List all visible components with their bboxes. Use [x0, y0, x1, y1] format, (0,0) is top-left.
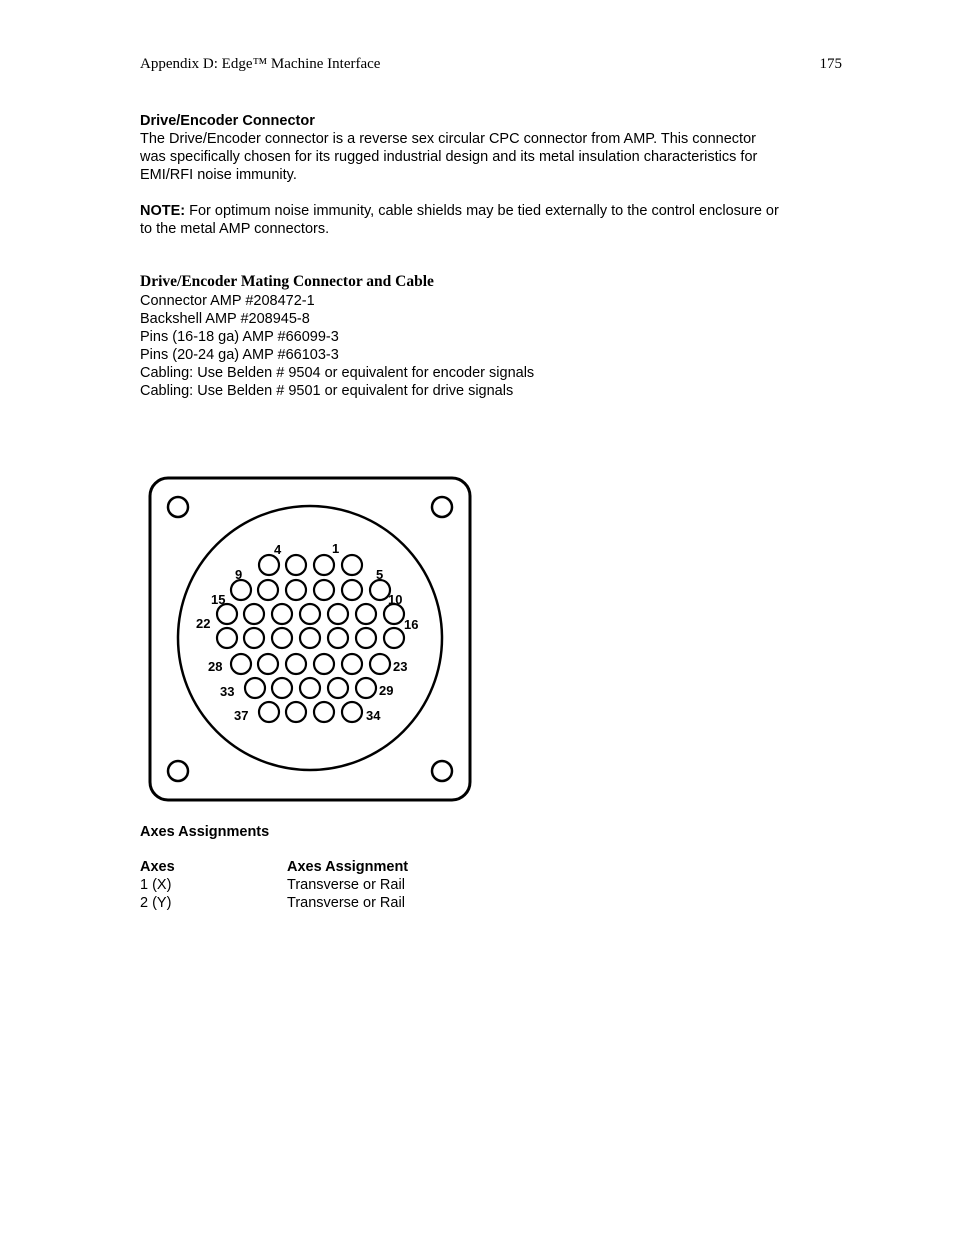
pin-label-33: 33: [220, 684, 235, 699]
page-number: 175: [819, 56, 842, 72]
pin-hole: [356, 628, 376, 648]
pin-hole: [342, 654, 362, 674]
page-header: [140, 56, 842, 73]
pin-hole: [217, 628, 237, 648]
assignment-cell: Transverse or Rail: [287, 895, 405, 911]
list-item: Connector AMP #208472-1: [140, 293, 315, 309]
pin-label-34: 34: [366, 708, 381, 723]
list-item: Pins (20-24 ga) AMP #66103-3: [140, 347, 339, 363]
table-header-row: [140, 858, 408, 876]
pin-hole: [217, 604, 237, 624]
mating-heading: Drive/Encoder Mating Connector and Cable: [140, 273, 434, 290]
pin-hole: [286, 555, 306, 575]
pin-hole: [328, 604, 348, 624]
mounting-hole: [168, 497, 188, 517]
axes-table: [140, 858, 408, 912]
pin-hole: [370, 580, 390, 600]
paragraph-line: The Drive/Encoder connector is a reverse sex circular CPC connector from AMP. This connector: [140, 131, 756, 147]
pin-hole: [342, 580, 362, 600]
table-row: [140, 876, 408, 894]
note-label: NOTE:: [140, 203, 186, 219]
axes-column-header: Axes: [140, 859, 175, 875]
pin-hole: [245, 678, 265, 698]
note-paragraph: [140, 202, 840, 238]
pin-hole: [272, 604, 292, 624]
pin-hole: [342, 702, 362, 722]
pin-hole: [370, 654, 390, 674]
pin-label-1: 1: [332, 541, 340, 556]
pin-hole: [356, 604, 376, 624]
pin-hole: [244, 604, 264, 624]
axes-heading: Axes Assignments: [140, 824, 270, 840]
list-item: Cabling: Use Belden # 9501 or equivalent for drive signals: [140, 383, 514, 399]
paragraph-line: EMI/RFI noise immunity.: [140, 167, 297, 183]
connector-diagram: [146, 474, 474, 804]
note-text-line2: to the metal AMP connectors.: [140, 221, 330, 237]
connector-flange: [150, 478, 470, 800]
list-item: Backshell AMP #208945-8: [140, 311, 310, 327]
mounting-hole: [432, 761, 452, 781]
drive-encoder-heading: Drive/Encoder Connector: [140, 113, 315, 129]
pin-label-22: 22: [196, 616, 211, 631]
pin-hole: [300, 678, 320, 698]
pin-hole: [384, 604, 404, 624]
pin-hole: [314, 702, 334, 722]
pin-hole: [258, 654, 278, 674]
mounting-hole: [168, 761, 188, 781]
pin-hole: [272, 678, 292, 698]
paragraph-line: was specifically chosen for its rugged industrial design and its metal insulation characteristics for: [140, 149, 758, 165]
pin-label-15: 15: [211, 592, 226, 607]
pin-label-23: 23: [393, 659, 408, 674]
pin-label-28: 28: [208, 659, 223, 674]
pin-hole: [244, 628, 264, 648]
pin-hole: [328, 678, 348, 698]
pin-hole: [258, 580, 278, 600]
pin-label-16: 16: [404, 617, 419, 632]
pin-hole: [286, 580, 306, 600]
pin-hole: [300, 604, 320, 624]
header-title: Appendix D: Edge™ Machine Interface: [140, 56, 381, 72]
pin-hole: [384, 628, 404, 648]
pin-hole: [286, 654, 306, 674]
pin-hole: [314, 654, 334, 674]
pin-hole: [272, 628, 292, 648]
pin-hole: [314, 555, 334, 575]
drive-encoder-paragraph: [140, 130, 840, 184]
pin-label-37: 37: [234, 708, 249, 723]
assignment-cell: Transverse or Rail: [287, 877, 405, 893]
pin-hole: [300, 628, 320, 648]
mounting-hole: [432, 497, 452, 517]
mating-list: [140, 292, 840, 400]
pin-hole: [259, 555, 279, 575]
pin-hole: [259, 702, 279, 722]
table-row: [140, 894, 408, 912]
pin-label-29: 29: [379, 683, 394, 698]
pin-hole: [286, 702, 306, 722]
assignment-column-header: Axes Assignment: [287, 859, 409, 875]
pin-hole: [342, 555, 362, 575]
pin-hole: [231, 654, 251, 674]
note-text: For optimum noise immunity, cable shields may be tied externally to the control enclosure or: [185, 203, 779, 219]
axis-cell: 1 (X): [140, 877, 172, 893]
pin-label-4: 4: [274, 542, 282, 557]
list-item: Cabling: Use Belden # 9504 or equivalent for encoder signals: [140, 365, 535, 381]
pin-label-9: 9: [235, 567, 243, 582]
pin-hole: [356, 678, 376, 698]
pin-hole: [328, 628, 348, 648]
list-item: Pins (16-18 ga) AMP #66099-3: [140, 329, 339, 345]
pin-hole: [231, 580, 251, 600]
pin-label-5: 5: [376, 567, 384, 582]
axis-cell: 2 (Y): [140, 895, 172, 911]
pin-label-10: 10: [388, 592, 403, 607]
pin-hole: [314, 580, 334, 600]
